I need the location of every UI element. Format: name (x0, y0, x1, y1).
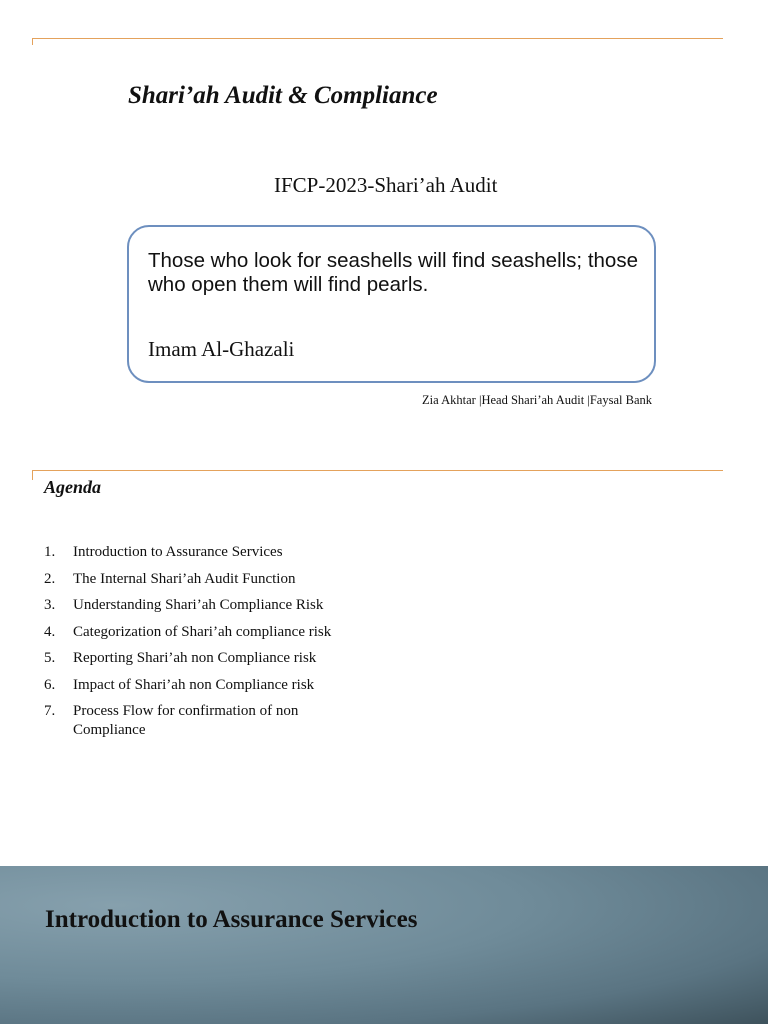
section-slide (0, 866, 768, 1024)
agenda-item (44, 676, 404, 695)
agenda-item-number: 5. (44, 650, 56, 666)
agenda-item-text: Reporting Shari’ah non Compliance risk (73, 650, 317, 666)
agenda-item (44, 543, 404, 562)
agenda-item-text: The Internal Shari’ah Audit Function (73, 570, 296, 587)
agenda-item-number: 2. (44, 570, 56, 587)
agenda-item (44, 623, 404, 642)
agenda-item (44, 596, 404, 615)
agenda-rule-tick (32, 470, 33, 480)
presenter-credit: Zia Akhtar |Head Shari’ah Audit |Faysal Bank (422, 393, 652, 407)
agenda-item-text: Understanding Shari’ah Compliance Risk (73, 597, 324, 613)
title-slide (0, 0, 768, 440)
agenda-item-number: 6. (44, 676, 56, 693)
agenda-item-text: Process Flow for confirmation of non Compliance (73, 703, 299, 738)
agenda-item (44, 570, 404, 589)
agenda-item-number: 7. (44, 703, 56, 719)
quote-text: Those who look for seashells will find seashells; those who open them will find pearls. (148, 249, 638, 296)
agenda-item-number: 1. (44, 544, 56, 560)
agenda-heading: Agenda (44, 477, 102, 497)
quote-box (127, 225, 656, 383)
presentation-title: Shari’ah Audit & Compliance (128, 82, 438, 109)
agenda-rule (32, 470, 723, 471)
agenda-slide (0, 440, 768, 865)
agenda-item-number: 3. (44, 597, 56, 613)
header-rule-tick (32, 38, 33, 45)
agenda-item (44, 702, 404, 740)
agenda-item-text: Introduction to Assurance Services (73, 544, 283, 560)
agenda-item-text: Categorization of Shari’ah compliance risk (73, 623, 332, 640)
agenda-item-number: 4. (44, 623, 56, 640)
agenda-item-text: Impact of Shari’ah non Compliance risk (73, 676, 315, 693)
presentation-subtitle: IFCP-2023-Shari’ah Audit (274, 173, 498, 197)
quote-author: Imam Al-Ghazali (148, 337, 295, 361)
agenda-item (44, 649, 404, 668)
header-rule (32, 38, 723, 39)
section-title: Introduction to Assurance Services (45, 906, 418, 933)
agenda-list (44, 543, 404, 748)
